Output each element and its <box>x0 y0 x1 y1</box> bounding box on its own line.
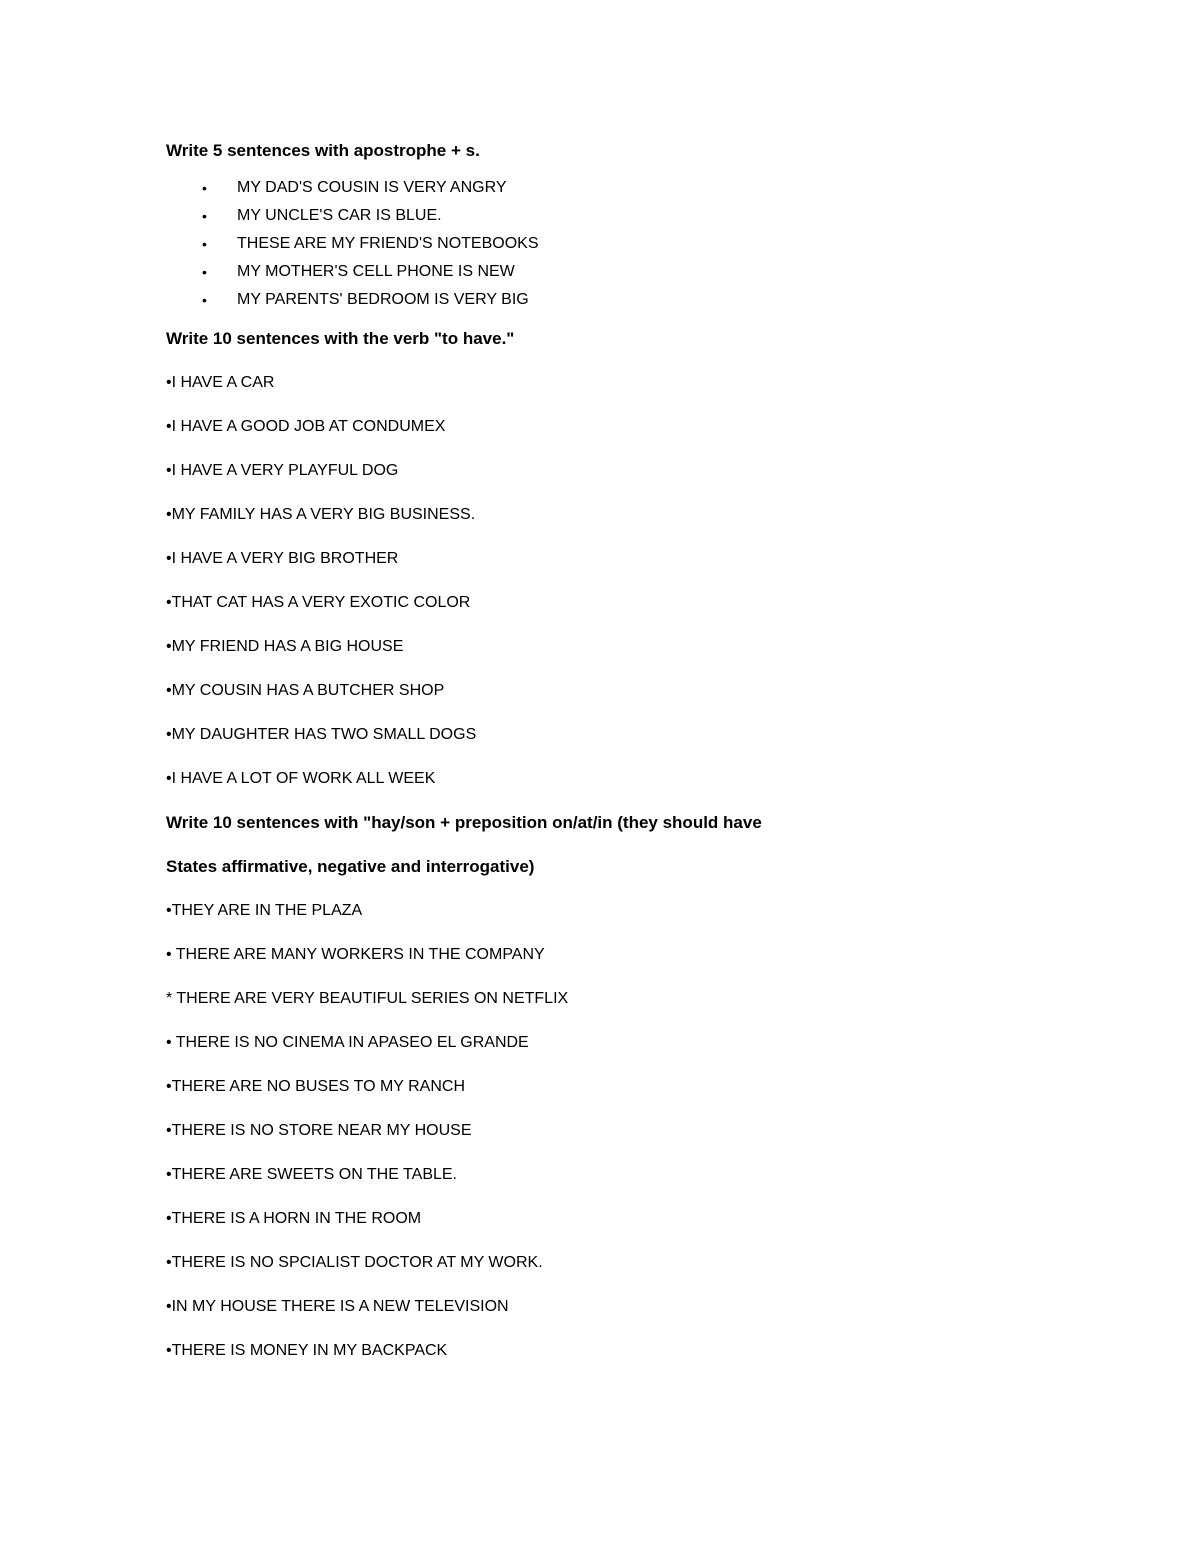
list-item: • THERE ARE MANY WORKERS IN THE COMPANY <box>166 946 545 963</box>
list-item: •I HAVE A LOT OF WORK ALL WEEK <box>166 770 436 787</box>
section2-list <box>166 372 1066 790</box>
list-item: •THERE IS NO STORE NEAR MY HOUSE <box>166 1122 472 1139</box>
list-item: •THERE ARE NO BUSES TO MY RANCH <box>166 1078 465 1095</box>
bullet-icon: • <box>202 208 207 224</box>
section1-heading: Write 5 sentences with apostrophe + s. <box>166 141 480 160</box>
section3-list <box>166 900 1066 1362</box>
section3-heading-line1: Write 10 sentences with "hay/son + preposition on/at/in (they should have <box>166 813 762 832</box>
list-item: •THEY ARE IN THE PLAZA <box>166 902 363 919</box>
list-item: • MY PARENTS' BEDROOM IS VERY BIG <box>166 286 1066 314</box>
list-item: • MY UNCLE'S CAR IS BLUE. <box>166 202 1066 230</box>
list-item: •THERE IS A HORN IN THE ROOM <box>166 1210 422 1227</box>
bullet-icon: • <box>202 236 207 252</box>
list-item: •I HAVE A CAR <box>166 374 275 391</box>
list-item: • MY MOTHER'S CELL PHONE IS NEW <box>166 258 1066 286</box>
list-item: • THESE ARE MY FRIEND'S NOTEBOOKS <box>166 230 1066 258</box>
list-item: •THERE IS MONEY IN MY BACKPACK <box>166 1342 448 1359</box>
list-item: •MY FAMILY HAS A VERY BIG BUSINESS. <box>166 506 476 523</box>
list-item: •MY FRIEND HAS A BIG HOUSE <box>166 638 404 655</box>
section3-heading-line2: States affirmative, negative and interrogative) <box>166 857 535 876</box>
bullet-icon: • <box>202 292 207 308</box>
list-item: •THERE ARE SWEETS ON THE TABLE. <box>166 1166 457 1183</box>
list-item: •MY COUSIN HAS A BUTCHER SHOP <box>166 682 445 699</box>
list-item: •IN MY HOUSE THERE IS A NEW TELEVISION <box>166 1298 509 1315</box>
bullet-icon: • <box>202 264 207 280</box>
list-item: • THERE IS NO CINEMA IN APASEO EL GRANDE <box>166 1034 529 1051</box>
list-item: •THERE IS NO SPCIALIST DOCTOR AT MY WORK. <box>166 1254 543 1271</box>
list-item: * THERE ARE VERY BEAUTIFUL SERIES ON NETFLIX <box>166 990 569 1007</box>
section2-heading: Write 10 sentences with the verb "to have." <box>166 329 515 348</box>
document-content <box>166 140 1066 1362</box>
list-item: •I HAVE A GOOD JOB AT CONDUMEX <box>166 418 446 435</box>
list-item: •I HAVE A VERY PLAYFUL DOG <box>166 462 399 479</box>
list-item: •I HAVE A VERY BIG BROTHER <box>166 550 399 567</box>
list-item: • MY DAD'S COUSIN IS VERY ANGRY <box>166 174 1066 202</box>
bullet-icon: • <box>202 180 207 196</box>
list-item: •MY DAUGHTER HAS TWO SMALL DOGS <box>166 726 477 743</box>
section1-list <box>166 174 1066 314</box>
list-item: •THAT CAT HAS A VERY EXOTIC COLOR <box>166 594 471 611</box>
